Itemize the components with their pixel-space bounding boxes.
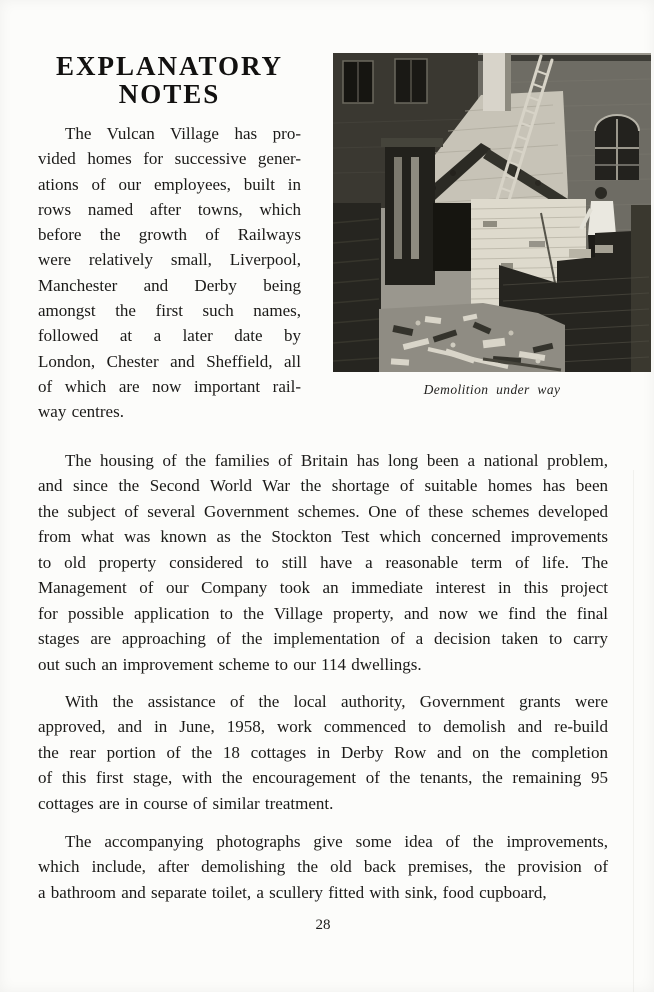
text-line: Manchester and Derby being <box>38 275 301 295</box>
text-line: approved, and in June, 1958, work commenced to demolish and re-build <box>38 717 608 737</box>
photo-left-wall <box>333 203 381 372</box>
page-title-line2: NOTES <box>118 79 221 109</box>
scan-gutter-shadow <box>633 470 634 992</box>
text-line: for possible application to the Village property, and now we find the final <box>38 603 608 623</box>
text-line: rows named after towns, which <box>38 199 301 219</box>
text-line: The Vulcan Village has pro- <box>65 124 301 143</box>
text-line: vided homes for successive gener- <box>38 149 301 169</box>
text-line: of which are now important rail- <box>38 376 301 396</box>
text-line: The accompanying photographs give some idea of the improvements, <box>65 832 608 851</box>
text-line: amongst the first such names, <box>38 301 301 321</box>
text-line: cottages are in course of similar treatment. <box>38 793 334 813</box>
text-line: London, Chester and Sheffield, all <box>38 351 301 371</box>
text-line: to old property considered to still have a reasonable term of life. The <box>38 552 608 572</box>
paragraph-photographs <box>38 829 608 905</box>
text-line: followed at a later date by <box>38 326 301 346</box>
text-line: The housing of the families of Britain has long been a national problem, <box>65 451 608 470</box>
text-line: Management of our Company took an immediate interest in this project <box>38 578 608 598</box>
paragraph-government-grants <box>38 689 608 816</box>
demolition-photo <box>333 53 651 372</box>
text-line: a bathroom and separate toilet, a scullery fitted with sink, food cupboard, <box>38 882 547 902</box>
text-line: the rear portion of the 18 cottages in Derby Row and on the completion <box>38 742 608 762</box>
paragraph-housing-problem <box>38 448 608 677</box>
photo-caption: Demolition under way <box>423 382 561 397</box>
text-line: way centres. <box>38 402 124 422</box>
text-line: from what was known as the Stockton Test which concerned improvements <box>38 527 608 547</box>
text-line: stages are approaching of the implementation of a decision taken to carry <box>38 629 608 649</box>
page-title-line1: EXPLANATORY <box>55 51 284 81</box>
text-line: the subject of several Government schemes. One of these schemes developed <box>38 501 608 521</box>
text-line: which include, after demolishing the old back premises, the provision of <box>38 857 608 877</box>
text-line: were relatively small, Liverpool, <box>38 250 301 270</box>
text-line: out such an improvement scheme to our 114 dwellings. <box>38 654 422 674</box>
arched-window <box>595 115 639 180</box>
photo-rubble <box>379 303 565 372</box>
photo-figure <box>333 53 651 398</box>
page-number: 28 <box>315 917 331 933</box>
text-line: and since the Second World War the shortage of suitable homes has been <box>38 476 608 496</box>
text-line: before the growth of Railways <box>38 225 301 245</box>
text-line: With the assistance of the local authority, Government grants were <box>65 692 608 711</box>
page-title <box>38 52 301 108</box>
intro-column <box>38 121 301 425</box>
text-line: of this first stage, with the encouragement of the tenants, the remaining 95 <box>38 768 608 788</box>
text-line: ations of our employees, built in <box>38 174 301 194</box>
